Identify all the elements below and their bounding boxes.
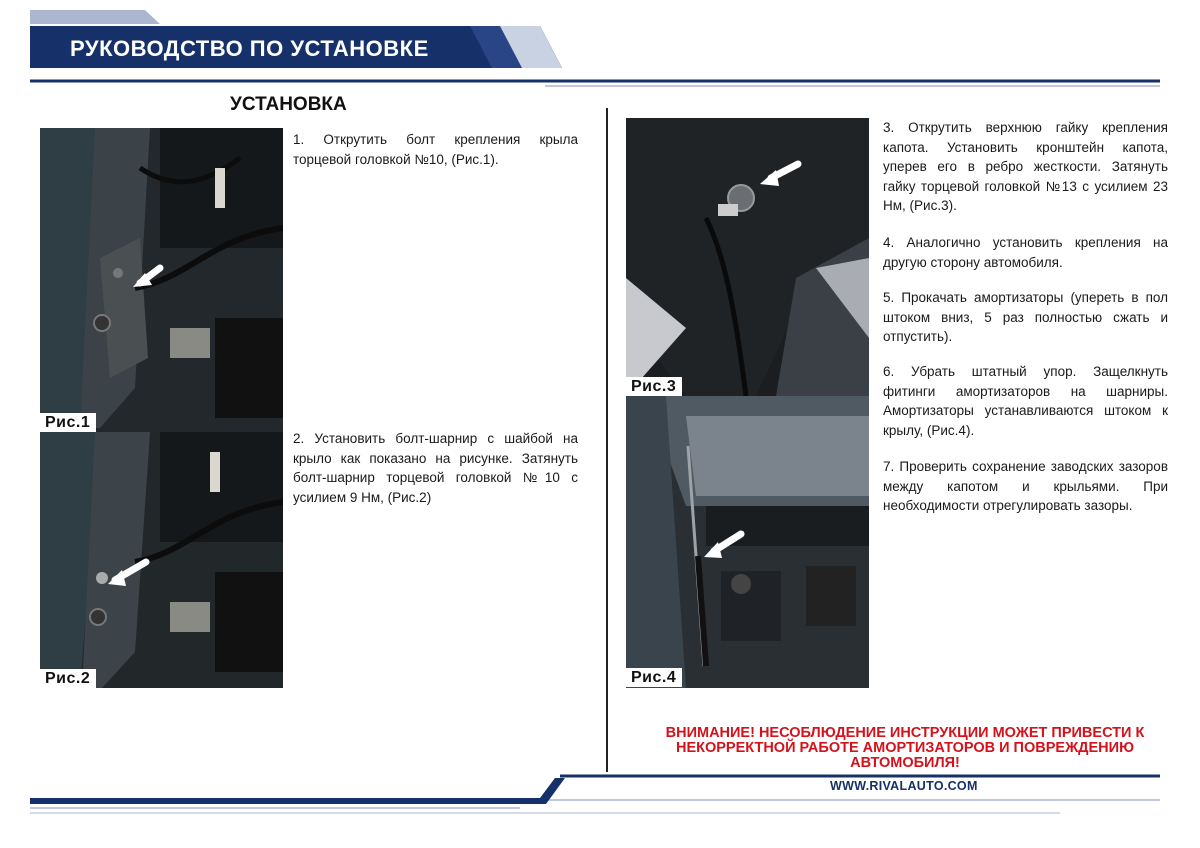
figure-3-label: Рис.3 xyxy=(626,377,682,396)
step-1-text: 1. Открутить болт крепления крыла торцевой головкой №10, (Рис.1). xyxy=(293,132,578,167)
footer-band xyxy=(0,768,1200,848)
step-4-text: 4. Аналогично установить крепления на другую сторону автомобиля. xyxy=(883,235,1168,270)
figure-2-label: Рис.2 xyxy=(40,669,96,688)
footer-url[interactable]: WWW.RIVALAUTO.COM xyxy=(830,779,978,793)
figure-2-photo xyxy=(40,432,283,688)
step-3-text: 3. Открутить верхнюю гайку крепления капота. Установить кронштейн капота, уперев его в ребро жесткости. Затянуть гайку торцевой головкой №13 с усилием 23 Нм, (Рис.3). xyxy=(883,120,1168,213)
figure-1-photo xyxy=(40,128,283,432)
hood-bracket-bolt-photo-icon xyxy=(40,128,283,432)
hood-bracket-nut-photo-icon xyxy=(626,118,869,396)
hinge-bolt-installed-photo-icon xyxy=(40,432,283,688)
step-5-text: 5. Прокачать амортизаторы (упереть в пол штоком вниз, 5 раз полностью сжать и отпустить). xyxy=(883,290,1168,344)
figure-4-photo xyxy=(626,396,869,688)
figure-3-photo xyxy=(626,118,869,396)
step-6-text: 6. Убрать штатный упор. Защелкнуть фитинги амортизаторов на шарниры. Амортизаторы устанавливаются штоком к крылу, (Рис.4). xyxy=(883,364,1168,438)
warning-text: ВНИМАНИЕ! НЕСОБЛЮДЕНИЕ ИНСТРУКЦИИ МОЖЕТ ПРИВЕСТИ К НЕКОРРЕКТНОЙ РАБОТЕ АМОРТИЗАТОРОВ И ПОВРЕЖДЕНИЮ АВТОМОБИЛЯ! xyxy=(665,725,1145,771)
step-2-text: 2. Установить болт-шарнир с шайбой на крыло как показано на рисунке. Затянуть болт-шарнир торцевой головкой №10 с усилием 9 Нм, (Рис.2) xyxy=(293,431,578,505)
figure-4-label: Рис.4 xyxy=(626,668,682,687)
header-title: РУКОВОДСТВО ПО УСТАНОВКЕ xyxy=(70,36,429,61)
engine-bay-strut-photo-icon xyxy=(626,396,869,688)
figure-1-label: Рис.1 xyxy=(40,413,96,432)
section-title: УСТАНОВКА xyxy=(230,94,347,115)
column-divider xyxy=(606,108,608,772)
step-7-text: 7. Проверить сохранение заводских зазоров между капотом и крыльями. При необходимости отрегулировать зазоры. xyxy=(883,459,1168,513)
